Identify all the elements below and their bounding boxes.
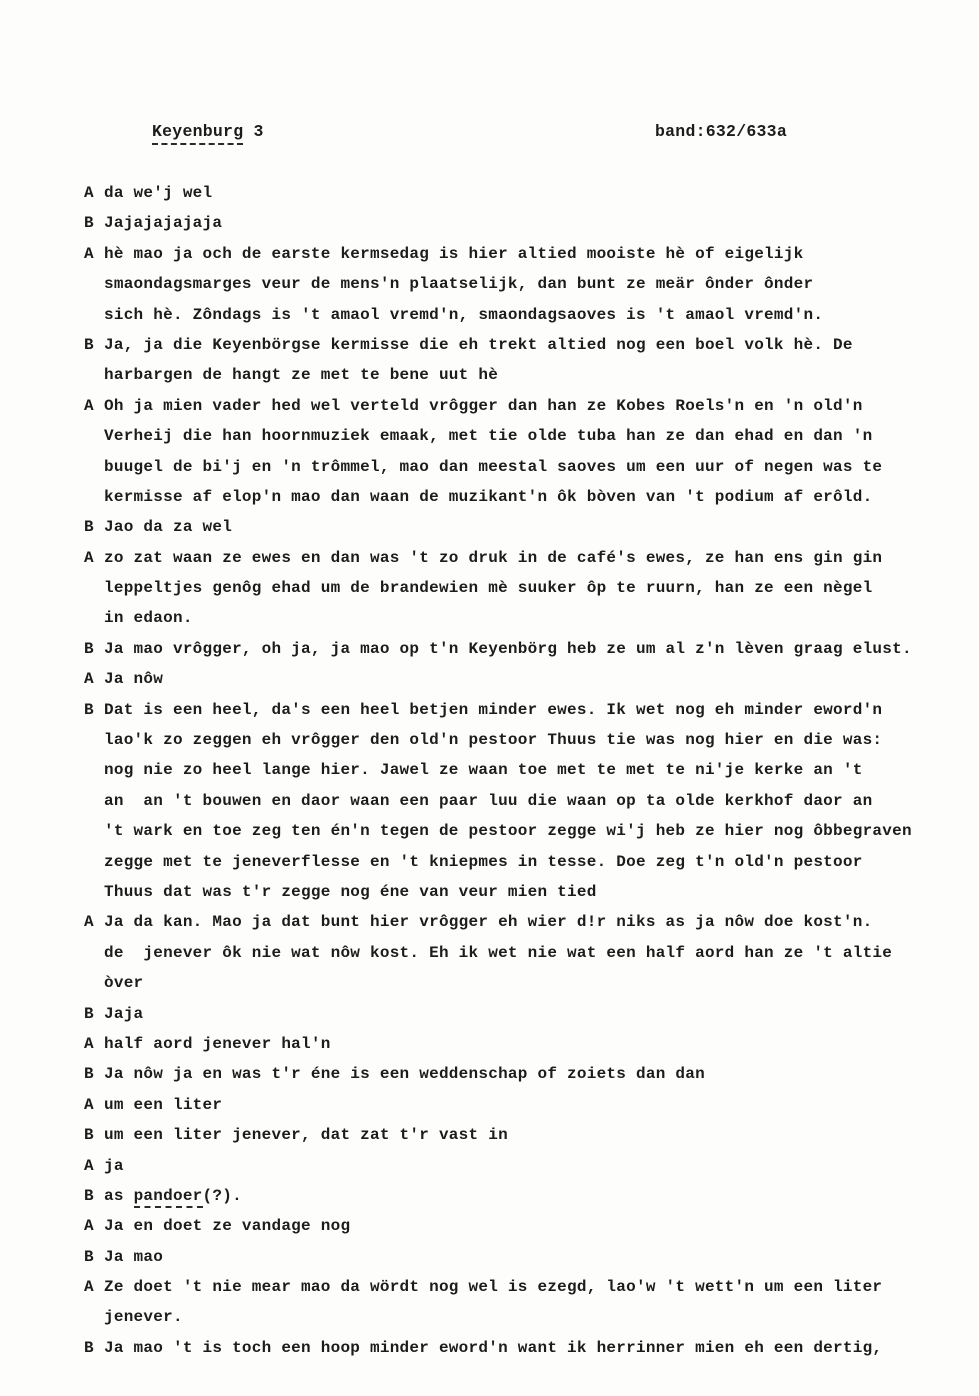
dialogue-line [84,269,944,299]
line-text: Ze doet 't nie mear mao da wördt nog wel is ezegd, lao'w 't wett'n um een liter [104,1278,883,1297]
line-text: harbargen de hangt ze met te bene uut hè [104,366,499,385]
line-text: smaondagsmarges veur de mens'n plaatselijk, dan bunt ze meär ônder ônder [104,275,814,294]
speaker-label: A [84,1278,94,1297]
line-text: Jajajajajaja [104,214,223,233]
speaker-label: B [84,1126,94,1145]
line-text: Oh ja mien vader hed wel verteld vrôgger dan han ze Kobes Roels'n en 'n old'n [104,396,863,415]
line-text: zegge met te jeneverflesse en 't kniepmes in tesse. Doe zeg t'n old'n pestoor [104,852,863,871]
speaker-label: A [84,1095,94,1114]
line-text: Ja en doet ze vandage nog [104,1217,351,1236]
dialogue-line [84,816,944,846]
dialogue-line [84,1272,944,1302]
line-text: jenever. [104,1308,183,1327]
dialogue-line [84,907,944,937]
line-text: òver [104,974,144,993]
line-text: Jaja [104,1004,144,1023]
underlined-word: pandoer [134,1187,203,1208]
dialogue-line [84,391,944,421]
speaker-label: A [84,244,94,263]
speaker-label: A [84,670,94,689]
speaker-label: B [84,1004,94,1023]
line-text: um een liter [104,1095,223,1114]
dialogue-line [84,664,944,694]
dialogue-line [84,1242,944,1272]
dialogue-line [84,786,944,816]
dialogue-line [84,208,944,238]
dialogue-line [84,1151,944,1181]
speaker-label: B [84,639,94,658]
speaker-label: B [84,335,94,354]
line-text: hè mao ja och de earste kermsedag is hier altied mooiste hè of eigelijk [104,244,804,263]
speaker-label: B [84,518,94,537]
line-text: Ja nôw [104,670,164,689]
line-text: buugel de bi'j en 'n trômmel, mao dan meestal saoves um een uur of negen was te [104,457,883,476]
line-text: lao'k zo zeggen eh vrôgger den old'n pestoor Thuus tie was nog hier en die was: [104,731,883,750]
dialogue-line [84,300,944,330]
speaker-label: A [84,1217,94,1236]
line-text: Ja nôw ja en was t'r éne is een weddenschap of zoiets dan dan [104,1065,705,1084]
dialogue-line [84,725,944,755]
line-text: Ja, ja die Keyenbörgse kermisse die eh trekt altied nog een boel volk hè. De [104,335,853,354]
line-text: Jao da za wel [104,518,233,537]
dialogue-line [84,1059,944,1089]
line-text: Ja mao 't is toch een hoop minder eword'n want ik herrinner mien eh een dertig, [104,1338,883,1357]
speaker-label: A [84,548,94,567]
page-title [152,122,264,141]
line-text: de jenever ôk nie wat nôw kost. Eh ik wet nie wat een half aord han ze 't altie [104,943,893,962]
line-text: zo zat waan ze ewes en dan was 't zo druk in de café's ewes, ze han ens gin gin [104,548,883,567]
speaker-label: A [84,1034,94,1053]
speaker-label: A [84,913,94,932]
line-text: Verheij die han hoornmuziek emaak, met tie olde tuba han ze dan ehad en dan 'n [104,427,873,446]
dialogue-line [84,512,944,542]
document-header [0,122,979,162]
line-text: um een liter jenever, dat zat t'r vast in [104,1126,508,1145]
band-reference: band:632/633a [655,122,787,141]
speaker-label: B [84,1338,94,1357]
speaker-label: A [84,184,94,202]
speaker-label: B [84,1065,94,1084]
speaker-label: B [84,1247,94,1266]
speaker-label: A [84,396,94,415]
line-text: sich hè. Zôndags is 't amaol vremd'n, smaondagsaoves is 't amaol vremd'n. [104,305,824,324]
dialogue-line [84,877,944,907]
dialogue-line [84,452,944,482]
line-text: nog nie zo heel lange hier. Jawel ze waan toe met te met te ni'je kerke an 't [104,761,863,780]
dialogue-line [84,482,944,512]
dialogue-line [84,755,944,785]
line-text: Thuus dat was t'r zegge nog éne van veur mien tied [104,882,597,901]
line-text: leppeltjes genôg ehad um de brandewien mè suuker ôp te ruurn, han ze een nègel [104,579,873,598]
dialogue-line [84,1211,944,1241]
line-text: da we'j wel [104,184,213,202]
page-title-number: 3 [243,122,264,141]
dialogue-line [84,1333,944,1363]
transcript-body [84,178,944,1363]
line-text: half aord jenever hal'n [104,1034,331,1053]
dialogue-line [84,847,944,877]
dialogue-line [84,543,944,573]
dialogue-line [84,634,944,664]
dialogue-line [84,1090,944,1120]
dialogue-line [84,330,944,360]
speaker-label: B [84,214,94,233]
dialogue-line [84,1302,944,1332]
line-text: Dat is een heel, da's een heel betjen minder ewes. Ik wet nog eh minder eword'n [104,700,883,719]
dialogue-line [84,573,944,603]
page-title-word: Keyenburg [152,122,243,145]
dialogue-line [84,421,944,451]
line-text: an an 't bouwen en daor waan een paar luu die waan op ta olde kerkhof daor an [104,791,873,810]
dialogue-line [84,603,944,633]
dialogue-line [84,999,944,1029]
dialogue-line [84,968,944,998]
dialogue-line [84,178,944,208]
line-text: kermisse af elop'n mao dan waan de muzikant'n ôk bòven van 't podium af erôld. [104,487,873,506]
line-text: Ja mao vrôgger, oh ja, ja mao op t'n Keyenbörg heb ze um al z'n lèven graag elust. [104,639,912,658]
dialogue-line [84,695,944,725]
dialogue-line [84,1181,944,1211]
line-text: 't wark en toe zeg ten én'n tegen de pestoor zegge wi'j heb ze hier nog ôbbegraven [104,822,912,841]
line-text: Ja mao [104,1247,164,1266]
line-text: in edaon. [104,609,193,628]
line-text: as pandoer(?). [104,1181,242,1211]
dialogue-line [84,1120,944,1150]
dialogue-line [84,1029,944,1059]
speaker-label: B [84,1186,94,1205]
speaker-label: B [84,700,94,719]
dialogue-line [84,239,944,269]
dialogue-line [84,360,944,390]
line-text: Ja da kan. Mao ja dat bunt hier vrôgger eh wier d!r niks as ja nôw doe kost'n. [104,913,873,932]
dialogue-line [84,938,944,968]
speaker-label: A [84,1156,94,1175]
line-text: ja [104,1156,124,1175]
